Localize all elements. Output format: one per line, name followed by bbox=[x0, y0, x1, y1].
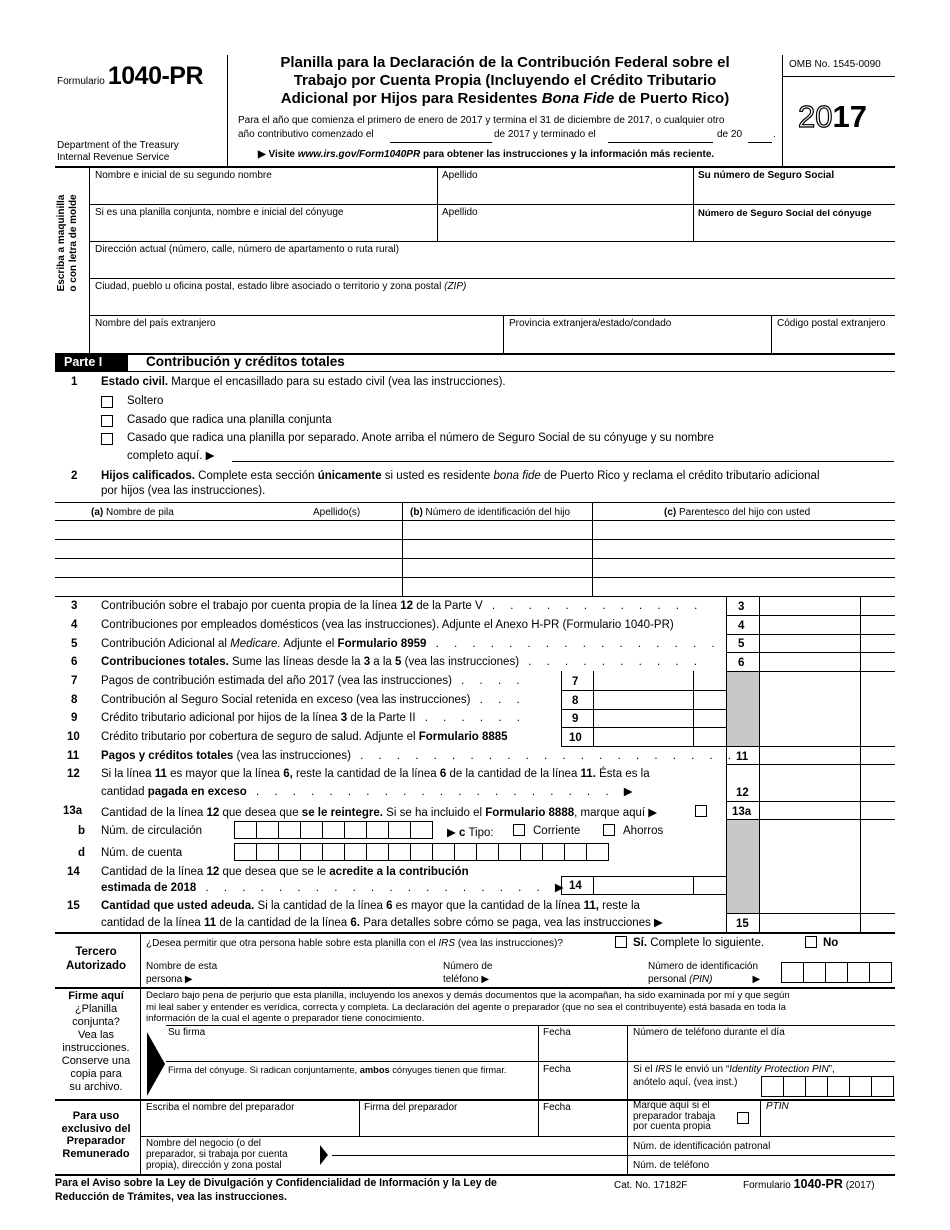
irs-label: Internal Revenue Service bbox=[57, 152, 170, 163]
digit-box[interactable] bbox=[432, 843, 455, 861]
foreign-province-field[interactable] bbox=[504, 328, 770, 352]
your-date-label: Fecha bbox=[543, 1027, 571, 1038]
preparer-title: Para uso exclusivo del Preparador Remunerado bbox=[61, 1110, 131, 1160]
third-party-question: ¿Desea permitir que otra persona hable sobre esta planilla con el IRS (vea las instrucciones)? bbox=[146, 938, 563, 949]
digit-box[interactable] bbox=[300, 843, 323, 861]
spouse-name-field-line1[interactable] bbox=[232, 461, 894, 462]
spouse-ssn-field[interactable] bbox=[694, 217, 894, 241]
line3-amount[interactable] bbox=[760, 597, 859, 615]
title-line-3: Adicional por Hijos para Residentes Bona Fide de Puerto Rico) bbox=[280, 90, 730, 107]
digit-box[interactable] bbox=[825, 962, 848, 983]
col-c-header: (c) Parentesco del hijo con usted bbox=[664, 507, 811, 518]
designee-phone-field[interactable] bbox=[505, 958, 640, 984]
digit-box[interactable] bbox=[520, 843, 543, 861]
designee-name-label: Nombre de esta persona ▶ bbox=[146, 961, 218, 985]
digit-box[interactable] bbox=[871, 1076, 894, 1097]
part1-tag: Parte I bbox=[55, 354, 128, 371]
line10-text: Crédito tributario por cobertura de seguro de salud. Adjunte el Formulario 8885 bbox=[101, 731, 508, 743]
ptin-label: PTIN bbox=[766, 1101, 789, 1112]
line3-text: Contribución sobre el trabajo por cuenta propia de la línea 12 de la Parte V . . . . . . . . . . . . bbox=[101, 600, 704, 612]
married-separate-checkbox[interactable] bbox=[101, 433, 113, 445]
digit-box[interactable] bbox=[781, 962, 804, 983]
your-signature-field[interactable] bbox=[167, 1038, 537, 1061]
digit-box[interactable] bbox=[256, 821, 279, 839]
digit-box[interactable] bbox=[586, 843, 609, 861]
line2-text-2: por hijos (vea las instrucciones). bbox=[101, 485, 266, 497]
preparer-signature-field[interactable] bbox=[360, 1114, 537, 1136]
line9-text: Crédito tributario adicional por hijos de la línea 3 de la Parte II . . . . . . bbox=[101, 712, 526, 724]
line2-text: Hijos calificados. Complete esta sección únicamente si usted es residente bona fide de Puerto Rico y reclama el crédito tributario adicional bbox=[101, 470, 820, 482]
sign-here-title: Firme aquí bbox=[68, 990, 124, 1002]
your-signature-label: Su firma bbox=[168, 1027, 206, 1038]
spouse-last-name-field[interactable] bbox=[438, 217, 692, 241]
digit-box[interactable] bbox=[410, 821, 433, 839]
third-party-title: Tercero Autorizado bbox=[65, 946, 127, 972]
col-b-header: (b) Número de identificación del hijo bbox=[410, 507, 571, 518]
line15-amount[interactable] bbox=[760, 914, 859, 932]
form-id bbox=[57, 62, 203, 91]
address-field[interactable] bbox=[90, 254, 894, 278]
digit-box[interactable] bbox=[564, 843, 587, 861]
line12-text: Si la línea 11 es mayor que la línea 6, reste la cantidad de la línea 6 de la cantidad de la línea 11. Ésta es la bbox=[101, 768, 650, 780]
spouse-ssn-label: Número de Seguro Social del cónyuge bbox=[698, 208, 872, 219]
line2-number: 2 bbox=[71, 470, 78, 482]
line6-text: Contribuciones totales. Sume las líneas desde la 3 a la 5 (vea las instrucciones) . . . . . . . . . . bbox=[101, 656, 703, 668]
self-employed-label: Marque aquí si el preparador trabaja por cuenta propia bbox=[633, 1100, 716, 1132]
your-date-field[interactable] bbox=[539, 1038, 626, 1061]
ssn-label: Su número de Seguro Social bbox=[698, 170, 835, 181]
first-name-label: Nombre e inicial de su segundo nombre bbox=[95, 170, 272, 181]
perjury-declaration: Declaro bajo pena de perjurio que esta planilla, incluyendo los anexos y demás documentos que la acompañan, ha sido examinada por mí y que según mi leal saber y entender es verídica, correcta y completa. La declaración del agente o preparador (que no sea el contribuyente) está basada en toda la información de la cual el agente o preparador tiene conocimiento. bbox=[146, 990, 790, 1024]
digit-box[interactable] bbox=[256, 843, 279, 861]
checking-checkbox[interactable] bbox=[513, 824, 525, 836]
digit-box[interactable] bbox=[278, 843, 301, 861]
line14-text-2: estimada de 2018 . . . . . . . . . . . . . . . . . . . ▶ bbox=[101, 882, 570, 894]
digit-box[interactable] bbox=[234, 821, 257, 839]
ptin-field[interactable] bbox=[761, 1113, 894, 1135]
married-separate-label-2: completo aquí. ▶ bbox=[127, 450, 215, 462]
line8-text: Contribución al Seguro Social retenida en exceso (vea las instrucciones) . . . bbox=[101, 694, 526, 706]
firm-ein-label: Núm. de identificación patronal bbox=[633, 1141, 771, 1152]
ippin-label: Si el IRS le envió un “Identity Protection PIN”, anótelo aquí. (vea inst.) bbox=[633, 1064, 835, 1088]
digit-box[interactable] bbox=[498, 843, 521, 861]
digit-box[interactable] bbox=[344, 843, 367, 861]
digit-box[interactable] bbox=[278, 821, 301, 839]
sign-arrow-icon bbox=[145, 1030, 167, 1098]
form-title bbox=[228, 54, 782, 108]
line12-amount[interactable] bbox=[760, 765, 859, 801]
city-label: Ciudad, pueblo u oficina postal, estado libre asociado o territorio y zona postal (ZIP) bbox=[95, 281, 467, 292]
routing-label: Núm. de circulación bbox=[101, 825, 202, 837]
third-party-yes-label: Sí. Complete lo siguiente. bbox=[633, 937, 765, 949]
firm-address-field[interactable] bbox=[332, 1157, 626, 1174]
privacy-notice: Para el Aviso sobre la Ley de Divulgación y Confidencialidad de Información y la Ley de Reducción de Trámites, vea las instrucciones. bbox=[55, 1177, 497, 1203]
spouse-signature-label: Firma del cónyuge. Si radican conjuntamente, ambos cónyuges tienen que firmar. bbox=[168, 1065, 507, 1075]
preparer-signature-label: Firma del preparador bbox=[364, 1102, 458, 1113]
married-separate-label: Casado que radica una planilla por separado. Anote arriba el número de Seguro Social de su cónyuge y su nombre bbox=[127, 432, 714, 444]
digit-box[interactable] bbox=[234, 843, 257, 861]
line9-amount[interactable] bbox=[594, 710, 693, 727]
foreign-country-field[interactable] bbox=[90, 328, 502, 352]
tax-year-end-year-field[interactable] bbox=[748, 142, 772, 143]
digit-box[interactable] bbox=[761, 1076, 784, 1097]
cat-number: Cat. No. 17182F bbox=[614, 1180, 688, 1191]
firm-arrow-icon bbox=[319, 1144, 329, 1166]
col-a2-header: Apellido(s) bbox=[313, 507, 361, 518]
child-row[interactable] bbox=[55, 578, 895, 596]
digit-box[interactable] bbox=[322, 821, 345, 839]
line1-number: 1 bbox=[71, 376, 78, 388]
city-field[interactable] bbox=[90, 291, 894, 315]
preparer-name-field[interactable] bbox=[144, 1114, 358, 1136]
foreign-country-label: Nombre del país extranjero bbox=[95, 318, 216, 329]
digit-box[interactable] bbox=[542, 843, 565, 861]
firm-name-label: Nombre del negocio (o del preparador, si trabaja por cuenta propia), dirección y zona postal bbox=[146, 1138, 288, 1171]
line15-text-2: cantidad de la línea 11 de la cantidad de la línea 6. Para detalles sobre cómo se paga, vea las instrucciones ▶ bbox=[101, 917, 663, 929]
spouse-signature-field[interactable] bbox=[167, 1076, 537, 1098]
footer-form-id: Formulario 1040-PR (2017) bbox=[743, 1177, 875, 1191]
header-divider-right bbox=[782, 55, 783, 167]
last-name-label: Apellido bbox=[442, 170, 478, 181]
third-party-yes-checkbox[interactable] bbox=[615, 936, 627, 948]
foreign-postal-field[interactable] bbox=[772, 328, 894, 352]
line13a-text: Cantidad de la línea 12 que desea que se le reintegre. Si se ha incluido el Formulario 8888, marque aquí ▶ bbox=[101, 807, 658, 819]
tax-year-end-field[interactable] bbox=[608, 142, 713, 143]
address-label: Dirección actual (número, calle, número de apartamento o ruta rural) bbox=[95, 244, 400, 255]
account-label: Núm. de cuenta bbox=[101, 847, 183, 859]
firm-phone-label: Núm. de teléfono bbox=[633, 1160, 710, 1171]
digit-box[interactable] bbox=[476, 843, 499, 861]
designee-phone-label: Número de teléfono ▶ bbox=[443, 961, 493, 985]
checking-label: Corriente bbox=[533, 825, 581, 837]
dept-label: Department of the Treasury bbox=[57, 140, 179, 151]
third-party-no-checkbox[interactable] bbox=[805, 936, 817, 948]
savings-checkbox[interactable] bbox=[603, 824, 615, 836]
third-party-no-label: No bbox=[823, 937, 839, 949]
digit-box[interactable] bbox=[388, 821, 411, 839]
line11-amount[interactable] bbox=[760, 747, 859, 764]
first-name-field[interactable] bbox=[90, 180, 436, 204]
sign-here-side: Firme aquí ¿Planilla conjunta? Vea las instrucciones. Conserve una copia para su archivo. bbox=[55, 990, 137, 1094]
daytime-phone-label: Número de teléfono durante el día bbox=[633, 1027, 785, 1038]
firm-name-field[interactable] bbox=[332, 1138, 626, 1156]
title-line-2: Trabajo por Cuenta Propia (Incluyendo el Crédito Tributario bbox=[293, 72, 717, 89]
line4-amount[interactable] bbox=[760, 616, 859, 634]
digit-box[interactable] bbox=[366, 843, 389, 861]
last-name-field[interactable] bbox=[438, 180, 692, 204]
foreign-province-label: Provincia extranjera/estado/condado bbox=[509, 318, 672, 329]
single-checkbox[interactable] bbox=[101, 396, 113, 408]
tax-year-begin-label: año contributivo comenzado el bbox=[238, 129, 374, 140]
tax-year-end-label: de 2017 y terminado el bbox=[494, 129, 596, 140]
digit-box[interactable] bbox=[805, 1076, 828, 1097]
married-joint-label: Casado que radica una planilla conjunta bbox=[127, 414, 332, 426]
firm-ein-field[interactable] bbox=[788, 1138, 894, 1155]
self-employed-checkbox[interactable] bbox=[737, 1112, 749, 1124]
spouse-last-name-label: Apellido bbox=[442, 207, 478, 218]
digit-box[interactable] bbox=[454, 843, 477, 861]
account-type-label: ▶ c Tipo: bbox=[447, 827, 494, 839]
line14-text: Cantidad de la línea 12 que desea que se le acredite a la contribución bbox=[101, 866, 469, 878]
line1-text: Estado civil. Marque el encasillado para su estado civil (vea las instrucciones). bbox=[101, 376, 506, 388]
digit-box[interactable] bbox=[803, 962, 826, 983]
digit-box[interactable] bbox=[847, 962, 870, 983]
tax-year-text: Para el año que comienza el primero de enero de 2017 y termina el 31 de diciembre de 2017, o cualquier otro bbox=[238, 115, 725, 126]
spouse-name-field[interactable] bbox=[90, 217, 436, 241]
child-row[interactable] bbox=[55, 540, 895, 558]
married-joint-checkbox[interactable] bbox=[101, 415, 113, 427]
spouse-date-label: Fecha bbox=[543, 1064, 571, 1075]
line6-amount[interactable] bbox=[760, 653, 859, 671]
line5-text: Contribución Adicional al Medicare. Adjunte el Formulario 8959 . . . . . . . . . . . . . . . . bbox=[101, 638, 721, 650]
designee-pin-label: Número de identificación personal (PIN) ▶ bbox=[648, 961, 761, 985]
spouse-name-label: Si es una planilla conjunta, nombre e inicial del cónyuge bbox=[95, 207, 344, 218]
child-row[interactable] bbox=[55, 559, 895, 577]
visit-irs-text: ▶ Visite www.irs.gov/Form1040PR para obtener las instrucciones y la información más reciente. bbox=[258, 149, 715, 160]
preparer-name-label: Escriba el nombre del preparador bbox=[146, 1102, 295, 1113]
digit-box[interactable] bbox=[849, 1076, 872, 1097]
single-label: Soltero bbox=[127, 395, 164, 407]
part1-title: Contribución y créditos totales bbox=[146, 354, 345, 369]
line11-text: Pagos y créditos totales (vea las instrucciones) . . . . . . . . . . . . . . . . . . . . . bbox=[101, 750, 738, 762]
preparer-date-field[interactable] bbox=[539, 1114, 626, 1136]
tax-year-begin-field[interactable] bbox=[390, 142, 492, 143]
header-bottom-rule bbox=[55, 166, 895, 168]
form-8888-checkbox[interactable] bbox=[695, 805, 707, 817]
digit-box[interactable] bbox=[410, 843, 433, 861]
foreign-postal-label: Código postal extranjero bbox=[777, 318, 886, 329]
line14-amount[interactable] bbox=[594, 877, 693, 894]
line15-text: Cantidad que usted adeuda. Si la cantidad de la línea 6 es mayor que la cantidad de la línea 11, reste la bbox=[101, 900, 640, 912]
digit-box[interactable] bbox=[344, 821, 367, 839]
line10-amount[interactable] bbox=[594, 728, 693, 746]
savings-label: Ahorros bbox=[623, 825, 664, 837]
preparer-date-label: Fecha bbox=[543, 1102, 571, 1113]
ssn-field[interactable] bbox=[694, 180, 894, 204]
side-label: Escriba a maquinilla o con letra de molde bbox=[56, 194, 79, 292]
line13a-amount[interactable] bbox=[760, 802, 859, 819]
line12-text-2: cantidad pagada en exceso . . . . . . . . . . . . . . . . . . . . ▶ bbox=[101, 786, 639, 798]
child-row[interactable] bbox=[55, 521, 895, 539]
designee-name-field[interactable] bbox=[225, 958, 435, 984]
digit-box[interactable] bbox=[783, 1076, 806, 1097]
form-prefix: Formulario bbox=[57, 76, 105, 87]
digit-box[interactable] bbox=[366, 821, 389, 839]
digit-box[interactable] bbox=[827, 1076, 850, 1097]
spouse-date-field[interactable] bbox=[539, 1076, 626, 1098]
col-a-header: (a) Nombre de pila bbox=[91, 507, 174, 518]
omb-number: OMB No. 1545-0090 bbox=[789, 59, 881, 70]
digit-box[interactable] bbox=[869, 962, 892, 983]
tax-year: 2017 bbox=[798, 99, 867, 134]
line4-text: Contribuciones por empleados domésticos (vea las instrucciones). Adjunte el Anexo H-PR (Formulario 1040-PR) bbox=[101, 619, 674, 631]
line5-amount[interactable] bbox=[760, 635, 859, 652]
tax-year-end-year-label: de 20 bbox=[717, 129, 743, 140]
firm-phone-field[interactable] bbox=[720, 1157, 894, 1174]
digit-box[interactable] bbox=[322, 843, 345, 861]
digit-box[interactable] bbox=[388, 843, 411, 861]
title-line-1: Planilla para la Declaración de la Contribución Federal sobre el bbox=[280, 54, 730, 71]
form-number: 1040-PR bbox=[107, 62, 204, 90]
line7-amount[interactable] bbox=[594, 672, 693, 690]
digit-box[interactable] bbox=[300, 821, 323, 839]
daytime-phone-field[interactable] bbox=[628, 1038, 894, 1061]
line8-amount[interactable] bbox=[594, 691, 693, 709]
line7-text: Pagos de contribución estimada del año 2017 (vea las instrucciones) . . . . bbox=[101, 675, 526, 687]
